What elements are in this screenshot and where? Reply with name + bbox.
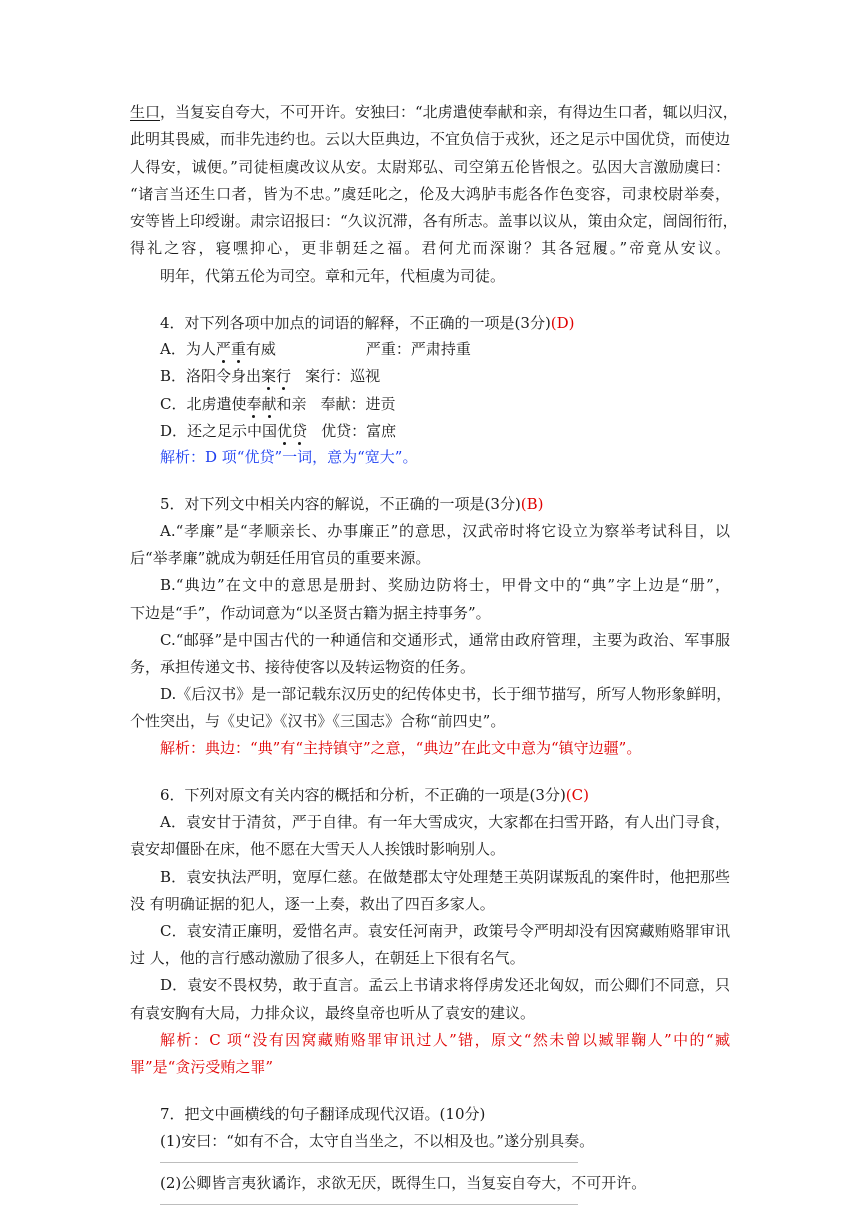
dotted-char: 案 <box>261 367 277 385</box>
option-definition: 案行：巡视 <box>305 367 381 385</box>
dotted-char: 贷 <box>292 422 308 440</box>
question-6-option-a: A．袁安甘于清贫，严于自律。有一年大雪成灾，大家都在扫雪开路，有人出门寻食， <box>160 813 730 831</box>
question-6-stem <box>160 784 730 806</box>
option-text: D．还之足示中国 <box>160 422 278 440</box>
question-5-option-b: B.“典边”在文中的意思是册封、奖励边防将士，甲骨文中的“典”字上边是“册”， <box>160 576 730 594</box>
question-6-option-d: D．袁安不畏权势，敢于直言。孟云上书请求将俘虏发还北匈奴，而公卿们不同意，只 <box>160 976 730 994</box>
dotted-char: 重 <box>230 340 246 358</box>
question-6-option-d-cont: 有袁安胸有大局，力排众议，最终皇帝也听从了袁安的建议。 <box>130 1004 536 1022</box>
option-text: A．为人 <box>160 340 216 358</box>
option-text: C．北虏遣使 <box>160 395 247 413</box>
answer-blank-line[interactable] <box>160 1204 578 1205</box>
answer-mark: (B) <box>520 495 544 513</box>
dotted-char: 优 <box>277 422 293 440</box>
question-6-option-b: B．袁安执法严明，宽厚仁慈。在做楚郡太守处理楚王英阴谋叛乱的案件时，他把那些 <box>160 868 730 886</box>
question-5-option-c-cont: 务，承担传递文书、接待使客以及转运物资的任务。 <box>130 658 476 676</box>
question-5-option-d: D.《后汉书》是一部记载东汉历史的纪传体史书，长于细节描写，所写人物形象鲜明， <box>160 685 732 703</box>
dotted-char: 献 <box>261 395 277 413</box>
passage-text: ，当复妄自夸大，不可开许。安独曰：“北虏遣使奉献和亲，有得边生口者，辄以归汉， <box>160 103 738 121</box>
option-text: 有威 <box>245 340 276 358</box>
question-4-stem <box>160 312 730 334</box>
underlined-phrase: 生口 <box>130 103 161 121</box>
question-5-stem <box>160 493 730 515</box>
dotted-char: 奉 <box>246 395 262 413</box>
question-6-analysis: 解析：C 项“没有因窝藏贿赂罪审讯过人”错，原文“然未曾以臧罪鞠人”中的“臧 <box>160 1031 730 1049</box>
answer-mark: (D) <box>550 314 575 332</box>
question-6-option-a-cont: 袁安却僵卧在床，他不愿在大雪天人人挨饿时影响别人。 <box>130 840 506 858</box>
option-text: B．洛阳令身出 <box>160 367 262 385</box>
question-7-stem: 7．把文中画横线的句子翻译成现代汉语。(10分) <box>160 1105 486 1123</box>
question-6-option-c-cont: 过 人，他的言行感动激励了很多人，在朝廷上下很有名气。 <box>130 949 525 967</box>
answer-mark: (C) <box>565 786 589 804</box>
question-4-option-c <box>160 393 730 415</box>
question-6-analysis-cont: 罪”是“贪污受贿之罪” <box>130 1058 274 1076</box>
passage-line: 安等皆上印绶谢。肃宗诏报曰：“久议沉滞，各有所志。盖事以议从，策由众定，訚訚衎衎， <box>130 212 738 230</box>
passage-line <box>130 101 738 123</box>
question-4-analysis: 解析：D 项“优贷”一词，意为“宽大”。 <box>160 448 418 466</box>
passage-line: “诸言当还生口者，皆为不忠。”虞廷叱之，伦及大鸿胪韦彪各作色变容，司隶校尉举奏， <box>130 185 730 203</box>
dotted-char: 严 <box>215 340 231 358</box>
question-4-option-b <box>160 365 730 387</box>
question-text: 5．对下列文中相关内容的解说，不正确的一项是(3分) <box>160 495 521 513</box>
question-5-option-c: C.“邮驿”是中国古代的一种通信和交通形式，通常由政府管理，主要为政治、军事服 <box>160 631 730 649</box>
question-5-option-d-cont: 个性突出，与《史记》《汉书》《三国志》合称“前四史”。 <box>130 712 506 730</box>
question-4-option-a <box>160 338 730 360</box>
question-5-analysis: 解析：典边：“典”有“主持镇守”之意，“典边”在此文中意为“镇守边疆”。 <box>160 739 642 757</box>
question-4-option-d <box>160 420 730 442</box>
answer-blank-line[interactable] <box>160 1162 578 1163</box>
question-6-option-b-cont: 没 有明确证据的犯人，逐一上奏，救出了四百多家人。 <box>130 895 495 913</box>
question-6-option-c: C．袁安清正廉明，爱惜名声。袁安任河南尹，政策号令严明却没有因窝藏贿赂罪审讯 <box>160 922 730 940</box>
option-definition: 奉献：进贡 <box>320 395 396 413</box>
question-5-option-a-cont: 后“举孝廉”就成为朝廷任用官员的重要来源。 <box>130 549 431 567</box>
passage-line: 人得安，诚便。”司徒桓虞改议从安。太尉郑弘、司空第五伦皆恨之。弘因大言激励虞曰： <box>130 158 730 176</box>
question-7-sentence-2: (2)公卿皆言夷狄谲诈，求欲无厌，既得生口，当复妄自夸大，不可开许。 <box>160 1174 647 1192</box>
option-text: 和亲 <box>276 395 307 413</box>
passage-line: 得礼之容，寝嘿抑心，更非朝廷之福。君何尤而深谢？其各冠履。”帝竟从安议。 <box>130 239 730 257</box>
option-definition: 严重：严肃持重 <box>365 340 471 358</box>
question-5-option-a: A.“孝廉”是“孝顺亲长、办事廉正”的意思，汉武帝时将它设立为察举考试科目，以 <box>160 522 730 540</box>
passage-line: 此明其畏威，而非先违约也。云以大臣典边，不宜负信于戎狄，还之足示中国优贷，而使边 <box>130 130 731 148</box>
question-7-sentence-1: (1)安曰：“如有不合，太守自当坐之，不以相及也。”遂分别具奏。 <box>160 1132 595 1150</box>
question-text: 6．下列对原文有关内容的概括和分析，不正确的一项是(3分) <box>160 786 566 804</box>
option-definition: 优贷：富庶 <box>321 422 397 440</box>
passage-line: 明年，代第五伦为司空。章和元年，代桓虞为司徒。 <box>160 267 506 285</box>
question-5-option-b-cont: 下边是“手”，作动词意为“以圣贤古籍为据主持事务”。 <box>130 604 491 622</box>
question-text: 4．对下列各项中加点的词语的解释，不正确的一项是(3分) <box>160 314 551 332</box>
dotted-char: 行 <box>276 367 292 385</box>
